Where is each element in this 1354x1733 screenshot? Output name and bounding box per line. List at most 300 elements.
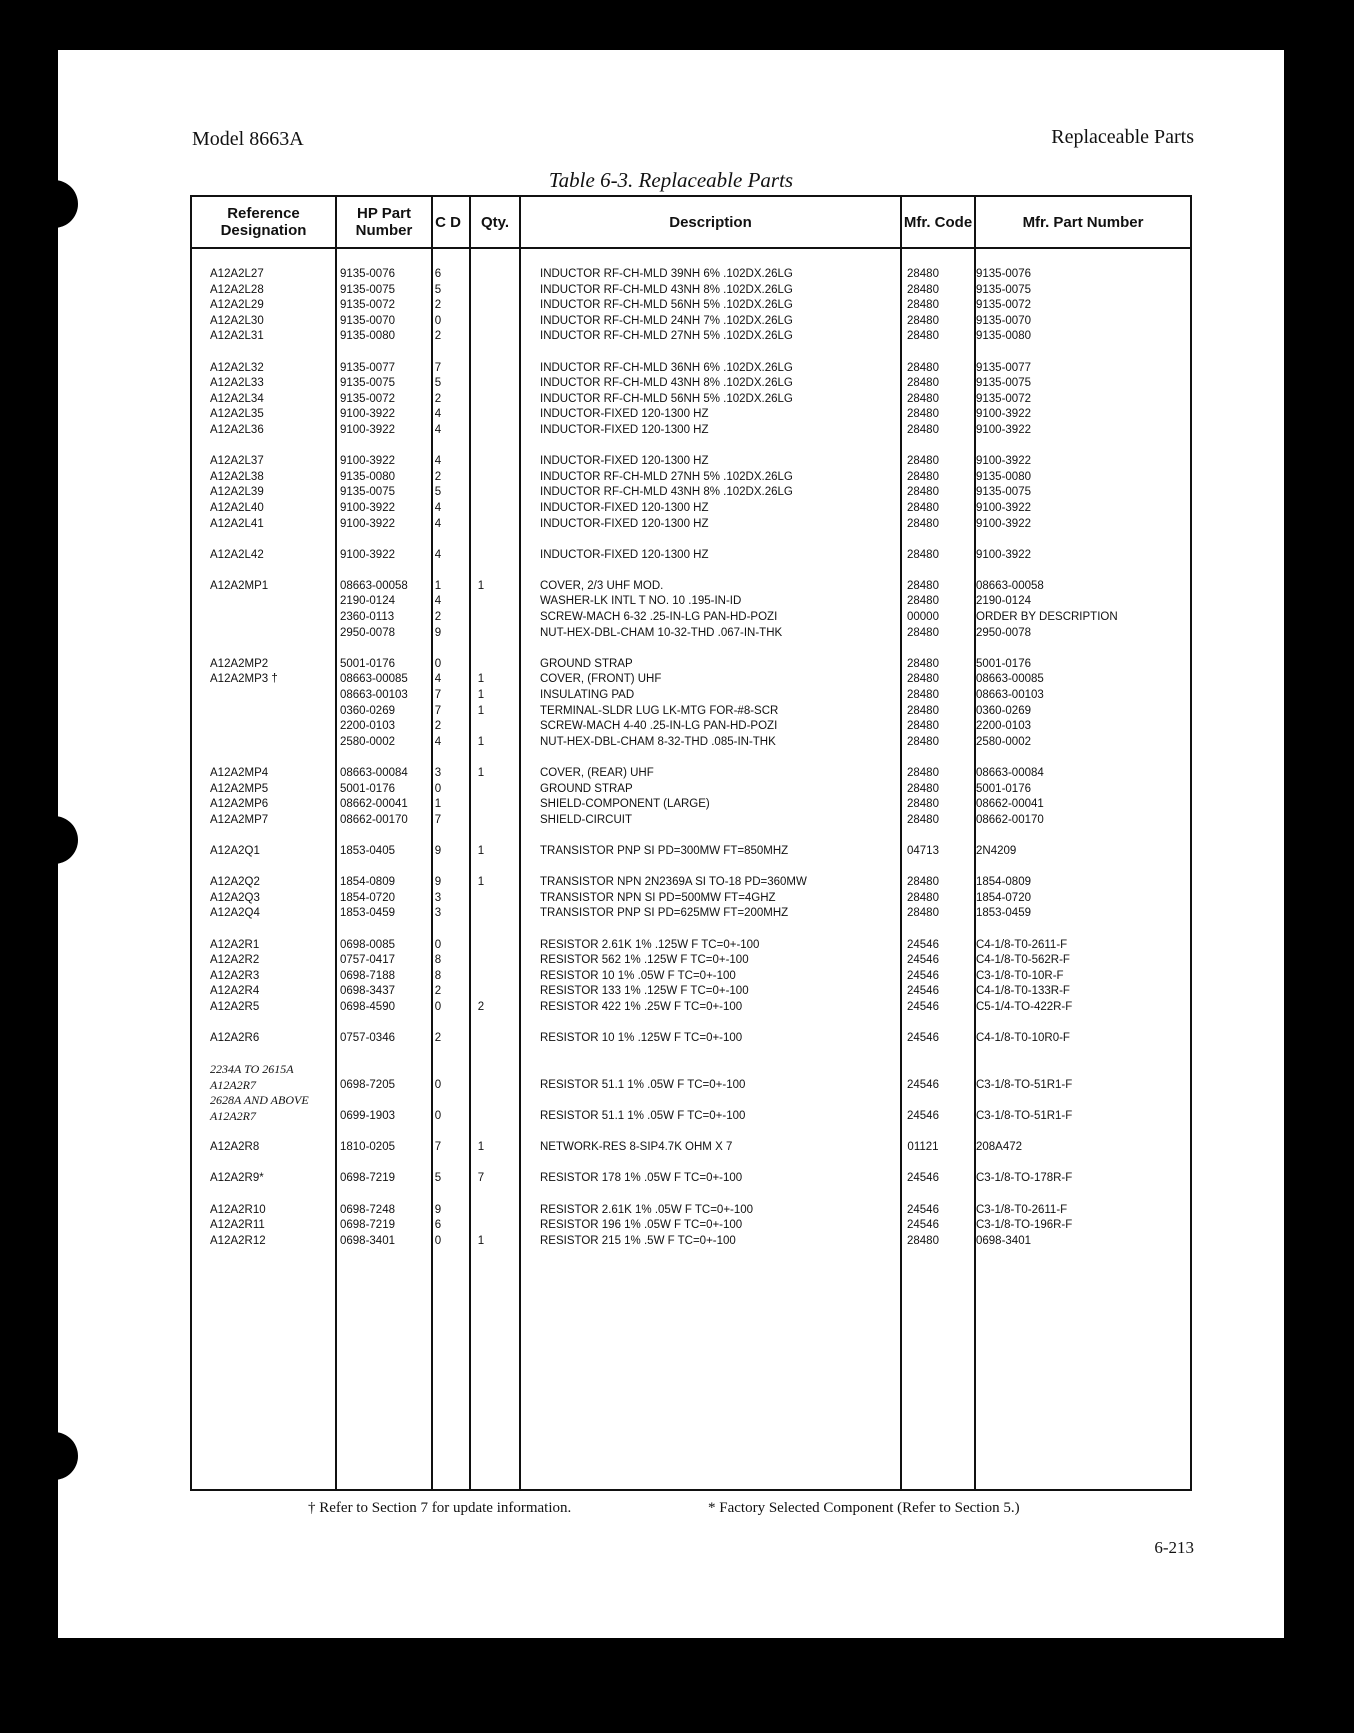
mfr-part-cell: 9135-0072 [976, 392, 1031, 405]
hp-part-cell: 0698-7219 [340, 1219, 395, 1232]
mfr-code-cell: 28480 [907, 330, 939, 343]
mfr-code-cell: 24546 [907, 1110, 939, 1123]
description-cell: INDUCTOR-FIXED 120-1300 HZ [540, 517, 709, 530]
cd-cell: 9 [434, 844, 442, 857]
mfr-code-cell: 28480 [907, 268, 939, 280]
mfr-part-cell: 9100-3922 [976, 517, 1031, 530]
ref-cell: 2234A TO 2615A [210, 1062, 294, 1077]
hp-part-cell: 08663-00058 [340, 579, 408, 592]
description-cell: GROUND STRAP [540, 782, 633, 795]
table-row [192, 735, 1190, 751]
cd-cell: 0 [434, 1234, 442, 1247]
cd-cell: 0 [434, 1110, 442, 1123]
ref-cell: A12A2L41 [210, 517, 264, 530]
ref-cell: A12A2R5 [210, 1000, 260, 1013]
ref-cell: A12A2R1 [210, 938, 260, 951]
footnote-dagger: † Refer to Section 7 for update information. [308, 1500, 572, 1516]
mfr-code-cell: 24546 [907, 1172, 939, 1185]
ref-cell: A12A2L29 [210, 299, 264, 312]
cd-cell: 4 [434, 673, 442, 686]
table-row [192, 704, 1190, 720]
mfr-code-cell: 28480 [907, 907, 939, 920]
description-cell: TERMINAL-SLDR LUG LK-MTG FOR-#8-SCR [540, 704, 779, 717]
ref-cell: A12A2L34 [210, 392, 264, 405]
hp-part-cell: 9135-0072 [340, 392, 395, 405]
ref-cell: A12A2L33 [210, 377, 264, 390]
qty-cell: 1 [477, 767, 485, 779]
description-cell: INDUCTOR-FIXED 120-1300 HZ [540, 501, 709, 514]
mfr-code-cell: 28480 [907, 548, 939, 561]
qty-cell: 1 [477, 673, 485, 686]
hp-part-cell: 9135-0080 [340, 330, 395, 343]
hp-part-cell: 0698-4590 [340, 1000, 395, 1013]
hp-part-cell: 08663-00085 [340, 673, 408, 686]
hp-part-cell: 5001-0176 [340, 782, 395, 795]
hp-part-cell: 08663-00084 [340, 767, 408, 779]
table-row [192, 501, 1190, 517]
description-cell: RESISTOR 2.61K 1% .125W F TC=0+-100 [540, 938, 760, 951]
description-cell: TRANSISTOR NPN SI PD=500MW FT=4GHZ [540, 891, 776, 904]
mfr-code-cell: 28480 [907, 813, 939, 826]
description-cell: TRANSISTOR PNP SI PD=625MW FT=200MHZ [540, 907, 789, 920]
table-row [192, 1000, 1190, 1016]
mfr-code-cell: 24546 [907, 938, 939, 951]
description-cell: RESISTOR 178 1% .05W F TC=0+-100 [540, 1172, 743, 1185]
column-header-mfr-part: Mfr. Part Number [1022, 213, 1144, 231]
table-row [192, 875, 1190, 891]
cd-cell: 8 [434, 969, 442, 982]
ref-cell: A12A2R10 [210, 1203, 266, 1216]
footnote-asterisk: * Factory Selected Component (Refer to Section 5.) [708, 1500, 1020, 1516]
description-cell: RESISTOR 422 1% .25W F TC=0+-100 [540, 1000, 743, 1013]
hp-part-cell: 9100-3922 [340, 517, 395, 530]
mfr-part-cell: 0360-0269 [976, 704, 1031, 717]
table-row [192, 454, 1190, 470]
cd-cell: 2 [434, 330, 442, 343]
description-cell: INDUCTOR-FIXED 120-1300 HZ [540, 455, 709, 468]
cd-cell: 5 [434, 377, 442, 390]
mfr-part-cell: 1853-0459 [976, 907, 1031, 920]
table-row [192, 283, 1190, 299]
table-row [192, 1031, 1190, 1047]
table-row [192, 1203, 1190, 1219]
table-row [192, 766, 1190, 782]
hp-part-cell: 0698-7205 [340, 1078, 395, 1091]
mfr-part-cell: 08663-00085 [976, 673, 1044, 686]
mfr-part-cell: 2190-0124 [976, 595, 1031, 608]
cd-cell: 5 [434, 486, 442, 499]
ref-cell: A12A2R6 [210, 1032, 260, 1045]
description-cell: RESISTOR 10 1% .125W F TC=0+-100 [540, 1032, 743, 1045]
cd-cell: 7 [434, 1141, 442, 1154]
column-header-qty: Qty. [480, 213, 510, 231]
ref-cell: A12A2L39 [210, 486, 264, 499]
mfr-part-cell: 2950-0078 [976, 626, 1031, 639]
hp-part-cell: 1854-0809 [340, 876, 395, 889]
qty-cell: 1 [477, 876, 485, 889]
hp-part-cell: 9135-0075 [340, 283, 395, 296]
description-cell: INDUCTOR-FIXED 120-1300 HZ [540, 408, 709, 421]
mfr-code-cell: 28480 [907, 735, 939, 748]
cd-cell: 4 [434, 408, 442, 421]
cd-cell: 6 [434, 268, 442, 280]
ref-cell: A12A2L28 [210, 283, 264, 296]
ref-cell: A12A2L35 [210, 408, 264, 421]
description-cell: COVER, 2/3 UHF MOD. [540, 579, 664, 592]
hp-part-cell: 2360-0113 [340, 611, 395, 624]
hp-part-cell: 08662-00170 [340, 813, 408, 826]
ref-cell: A12A2R12 [210, 1234, 266, 1247]
hp-part-cell: 9135-0080 [340, 470, 395, 483]
description-cell: COVER, (REAR) UHF [540, 767, 654, 779]
cd-cell: 2 [434, 985, 442, 998]
mfr-part-cell: 9135-0077 [976, 361, 1031, 374]
table-row [192, 813, 1190, 829]
table-row [192, 938, 1190, 954]
mfr-code-cell: 04713 [907, 844, 939, 857]
ref-cell: A12A2L30 [210, 314, 264, 327]
page-number: 6-213 [1154, 1538, 1194, 1557]
description-cell: INDUCTOR RF-CH-MLD 43NH 8% .102DX.26LG [540, 283, 793, 296]
hp-part-cell: 9135-0070 [340, 314, 395, 327]
mfr-part-cell: 2200-0103 [976, 720, 1031, 733]
ref-cell: A12A2L38 [210, 470, 264, 483]
header-rule [192, 247, 1190, 249]
mfr-part-cell: C3-1/8-TO-51R1-F [976, 1078, 1073, 1091]
hp-part-cell: 2950-0078 [340, 626, 395, 639]
mfr-code-cell: 28480 [907, 798, 939, 811]
mfr-code-cell: 28480 [907, 408, 939, 421]
table-row [192, 594, 1190, 610]
table-row [192, 953, 1190, 969]
qty-cell: 1 [477, 579, 485, 592]
ref-cell: A12A2L32 [210, 361, 264, 374]
description-cell: INDUCTOR RF-CH-MLD 56NH 5% .102DX.26LG [540, 392, 793, 405]
hp-part-cell: 0757-0417 [340, 954, 395, 967]
table-row [192, 517, 1190, 533]
qty-cell: 1 [477, 1234, 485, 1247]
table-row [192, 1078, 1190, 1094]
ref-cell: A12A2L36 [210, 423, 264, 436]
cd-cell: 4 [434, 548, 442, 561]
hp-part-cell: 1853-0459 [340, 907, 395, 920]
qty-cell: 1 [477, 735, 485, 748]
mfr-part-cell: 5001-0176 [976, 782, 1031, 795]
table-row [192, 485, 1190, 501]
table-title: Table 6-3. Replaceable Parts [548, 168, 794, 192]
cd-cell: 0 [434, 657, 442, 670]
mfr-code-cell: 28480 [907, 361, 939, 374]
qty-cell: 1 [477, 704, 485, 717]
table-row [192, 657, 1190, 673]
table-row [192, 470, 1190, 486]
cd-cell: 1 [434, 798, 442, 811]
ref-cell: A12A2L37 [210, 455, 264, 468]
hp-part-cell: 9135-0075 [340, 377, 395, 390]
hp-part-cell: 9100-3922 [340, 501, 395, 514]
table-row [192, 797, 1190, 813]
mfr-part-cell: 9135-0075 [976, 486, 1031, 499]
description-cell: NETWORK-RES 8-SIP4.7K OHM X 7 [540, 1141, 733, 1154]
mfr-part-cell: 0698-3401 [976, 1234, 1031, 1247]
hp-part-cell: 9135-0072 [340, 299, 395, 312]
parts-table [190, 195, 1192, 1491]
cd-cell: 1 [434, 579, 442, 592]
column-header-hp-part: HP Part Number [355, 205, 413, 239]
mfr-code-cell: 28480 [907, 891, 939, 904]
binder-hole [30, 1432, 78, 1480]
hp-part-cell: 9100-3922 [340, 408, 395, 421]
mfr-code-cell: 28480 [907, 470, 939, 483]
cd-cell: 0 [434, 314, 442, 327]
column-header-reference: Reference Designation [220, 205, 307, 239]
table-row [192, 719, 1190, 735]
cd-cell: 7 [434, 689, 442, 702]
mfr-part-cell: 9100-3922 [976, 501, 1031, 514]
mfr-code-cell: 28480 [907, 720, 939, 733]
mfr-part-cell: C4-1/8-T0-133R-F [976, 985, 1070, 998]
mfr-part-cell: 08663-00103 [976, 689, 1044, 702]
model-header: Model 8663A [192, 128, 304, 150]
cd-cell: 4 [434, 501, 442, 514]
mfr-code-cell: 28480 [907, 486, 939, 499]
description-cell: RESISTOR 10 1% .05W F TC=0+-100 [540, 969, 736, 982]
section-header: Replaceable Parts [1051, 126, 1194, 148]
mfr-part-cell: C3-1/8-TO-51R1-F [976, 1110, 1073, 1123]
ref-cell: A12A2MP5 [210, 782, 269, 795]
description-cell: GROUND STRAP [540, 657, 633, 670]
cd-cell: 6 [434, 1219, 442, 1232]
ref-cell: A12A2R9* [210, 1172, 264, 1185]
description-cell: RESISTOR 562 1% .125W F TC=0+-100 [540, 954, 749, 967]
column-header-description: Description [669, 213, 752, 231]
cd-cell: 7 [434, 704, 442, 717]
description-cell: SCREW-MACH 6-32 .25-IN-LG PAN-HD-POZI [540, 611, 778, 624]
table-row [192, 1234, 1190, 1250]
column-header-cd: C D [435, 213, 461, 231]
table-row [192, 392, 1190, 408]
qty-cell: 1 [477, 1141, 485, 1154]
mfr-code-cell: 24546 [907, 1219, 939, 1232]
ref-cell: A12A2Q2 [210, 876, 260, 889]
mfr-code-cell: 00000 [907, 611, 939, 624]
description-cell: RESISTOR 133 1% .125W F TC=0+-100 [540, 985, 749, 998]
cd-cell: 2 [434, 611, 442, 624]
cd-cell: 7 [434, 813, 442, 826]
mfr-code-cell: 28480 [907, 595, 939, 608]
table-row [192, 1218, 1190, 1234]
ref-cell: A12A2L40 [210, 501, 264, 514]
table-row [192, 361, 1190, 377]
mfr-part-cell: 9135-0080 [976, 470, 1031, 483]
description-cell: COVER, (FRONT) UHF [540, 673, 662, 686]
table-row [192, 407, 1190, 423]
ref-cell: A12A2R8 [210, 1141, 260, 1154]
mfr-part-cell: 9135-0075 [976, 377, 1031, 390]
table-row [192, 969, 1190, 985]
hp-part-cell: 9135-0077 [340, 361, 395, 374]
table-row [192, 329, 1190, 345]
mfr-part-cell: 9100-3922 [976, 548, 1031, 561]
qty-cell: 1 [477, 689, 485, 702]
cd-cell: 8 [434, 954, 442, 967]
description-cell: TRANSISTOR PNP SI PD=300MW FT=850MHZ [540, 844, 789, 857]
table-row [192, 844, 1190, 860]
cd-cell: 3 [434, 767, 442, 779]
ref-cell: A12A2MP1 [210, 579, 269, 592]
table-row [192, 891, 1190, 907]
mfr-code-cell: 28480 [907, 782, 939, 795]
cd-cell: 9 [434, 1203, 442, 1216]
hp-part-cell: 9135-0075 [340, 486, 395, 499]
hp-part-cell: 0698-0085 [340, 938, 395, 951]
mfr-code-cell: 28480 [907, 392, 939, 405]
table-row [192, 610, 1190, 626]
mfr-part-cell: 5001-0176 [976, 657, 1031, 670]
mfr-part-cell: 08662-00170 [976, 813, 1044, 826]
table-row [192, 267, 1190, 283]
cd-cell: 7 [434, 361, 442, 374]
table-row [192, 688, 1190, 704]
mfr-code-cell: 24546 [907, 1000, 939, 1013]
table-row [192, 626, 1190, 642]
description-cell: INDUCTOR RF-CH-MLD 56NH 5% .102DX.26LG [540, 299, 793, 312]
mfr-code-cell: 24546 [907, 1203, 939, 1216]
mfr-code-cell: 28480 [907, 517, 939, 530]
mfr-part-cell: 9135-0072 [976, 299, 1031, 312]
description-cell: RESISTOR 2.61K 1% .05W F TC=0+-100 [540, 1203, 754, 1216]
mfr-part-cell: 9135-0075 [976, 283, 1031, 296]
mfr-part-cell: 08662-00041 [976, 798, 1044, 811]
hp-part-cell: 1853-0405 [340, 844, 395, 857]
mfr-code-cell: 28480 [907, 1234, 939, 1247]
mfr-part-cell: C5-1/4-TO-422R-F [976, 1000, 1073, 1013]
cd-cell: 0 [434, 1000, 442, 1013]
cd-cell: 9 [434, 626, 442, 639]
ref-cell: A12A2MP3 † [210, 673, 278, 686]
ref-cell: A12A2R4 [210, 985, 260, 998]
ref-cell: A12A2MP6 [210, 798, 269, 811]
mfr-code-cell: 28480 [907, 501, 939, 514]
mfr-code-cell: 28480 [907, 423, 939, 436]
cd-cell: 0 [434, 1078, 442, 1091]
description-cell: INDUCTOR RF-CH-MLD 24NH 7% .102DX.26LG [540, 314, 793, 327]
ref-cell: A12A2R11 [210, 1219, 265, 1232]
mfr-code-cell: 28480 [907, 283, 939, 296]
mfr-code-cell: 28480 [907, 377, 939, 390]
mfr-code-cell: 24546 [907, 1032, 939, 1045]
mfr-part-cell: 9100-3922 [976, 423, 1031, 436]
mfr-code-cell: 24546 [907, 985, 939, 998]
hp-part-cell: 0699-1903 [340, 1110, 395, 1123]
hp-part-cell: 0698-7188 [340, 969, 395, 982]
table-row [192, 376, 1190, 392]
ref-cell: A12A2Q3 [210, 891, 260, 904]
description-cell: SCREW-MACH 4-40 .25-IN-LG PAN-HD-POZI [540, 720, 778, 733]
cd-cell: 0 [434, 938, 442, 951]
mfr-part-cell: C4-1/8-T0-10R0-F [976, 1032, 1070, 1045]
binder-hole [30, 180, 78, 228]
ref-cell: A12A2R7 [210, 1109, 256, 1124]
mfr-part-cell: 2N4209 [976, 844, 1017, 857]
cd-cell: 2 [434, 1032, 442, 1045]
description-cell: WASHER-LK INTL T NO. 10 .195-IN-ID [540, 595, 742, 608]
cd-cell: 3 [434, 907, 442, 920]
mfr-part-cell: 1854-0720 [976, 891, 1031, 904]
cd-cell: 4 [434, 595, 442, 608]
description-cell: INDUCTOR-FIXED 120-1300 HZ [540, 423, 709, 436]
description-cell: NUT-HEX-DBL-CHAM 10-32-THD .067-IN-THK [540, 626, 783, 639]
description-cell: INDUCTOR-FIXED 120-1300 HZ [540, 548, 709, 561]
ref-cell: A12A2R7 [210, 1077, 256, 1092]
ref-cell: A12A2L42 [210, 548, 264, 561]
hp-part-cell: 2580-0002 [340, 735, 395, 748]
mfr-code-cell: 24546 [907, 954, 939, 967]
table-row [192, 579, 1190, 595]
description-cell: RESISTOR 51.1 1% .05W F TC=0+-100 [540, 1110, 746, 1123]
hp-part-cell: 2200-0103 [340, 720, 395, 733]
qty-cell: 1 [477, 844, 485, 857]
table-row [192, 906, 1190, 922]
mfr-code-cell: 28480 [907, 314, 939, 327]
description-cell: INDUCTOR RF-CH-MLD 43NH 8% .102DX.26LG [540, 377, 793, 390]
table-row [192, 672, 1190, 688]
qty-cell: 7 [477, 1172, 485, 1185]
ref-cell: A12A2MP4 [210, 767, 269, 779]
hp-part-cell: 0757-0346 [340, 1032, 395, 1045]
mfr-code-cell: 28480 [907, 767, 939, 779]
hp-part-cell: 5001-0176 [340, 657, 395, 670]
binder-hole [30, 816, 78, 864]
cd-cell: 4 [434, 517, 442, 530]
cd-cell: 5 [434, 283, 442, 296]
ref-cell: A12A2MP2 [210, 657, 269, 670]
description-cell: RESISTOR 51.1 1% .05W F TC=0+-100 [540, 1078, 746, 1091]
description-cell: INSULATING PAD [540, 689, 635, 702]
table-row [192, 1109, 1190, 1125]
mfr-part-cell: 1854-0809 [976, 876, 1031, 889]
hp-part-cell: 9135-0076 [340, 268, 395, 280]
ref-cell: A12A2R2 [210, 954, 260, 967]
mfr-part-cell: 08663-00084 [976, 767, 1044, 779]
hp-part-cell: 9100-3922 [340, 548, 395, 561]
description-cell: INDUCTOR RF-CH-MLD 27NH 5% .102DX.26LG [540, 470, 793, 483]
description-cell: INDUCTOR RF-CH-MLD 36NH 6% .102DX.26LG [540, 361, 793, 374]
column-header-mfr-code: Mfr. Code [903, 213, 973, 231]
hp-part-cell: 08662-00041 [340, 798, 408, 811]
table-row [192, 298, 1190, 314]
mfr-part-cell: C3-1/8-T0-2611-F [976, 1203, 1068, 1216]
ref-cell: A12A2Q4 [210, 907, 260, 920]
mfr-part-cell: C4-1/8-T0-2611-F [976, 938, 1068, 951]
description-cell: SHIELD-COMPONENT (LARGE) [540, 798, 710, 811]
hp-part-cell: 2190-0124 [340, 595, 395, 608]
table-row [192, 1093, 1190, 1109]
mfr-part-cell: ORDER BY DESCRIPTION [976, 611, 1118, 624]
table-row [192, 1140, 1190, 1156]
description-cell: TRANSISTOR NPN 2N2369A SI TO-18 PD=360MW [540, 876, 807, 889]
mfr-part-cell: 2580-0002 [976, 735, 1031, 748]
mfr-part-cell: 9100-3922 [976, 408, 1031, 421]
cd-cell: 3 [434, 891, 442, 904]
ref-cell: A12A2R3 [210, 969, 260, 982]
qty-cell: 2 [477, 1000, 485, 1013]
mfr-code-cell: 28480 [907, 626, 939, 639]
table-row [192, 782, 1190, 798]
hp-part-cell: 0698-7219 [340, 1172, 395, 1185]
ref-cell: A12A2L31 [210, 330, 264, 343]
mfr-code-cell: 28480 [907, 299, 939, 312]
